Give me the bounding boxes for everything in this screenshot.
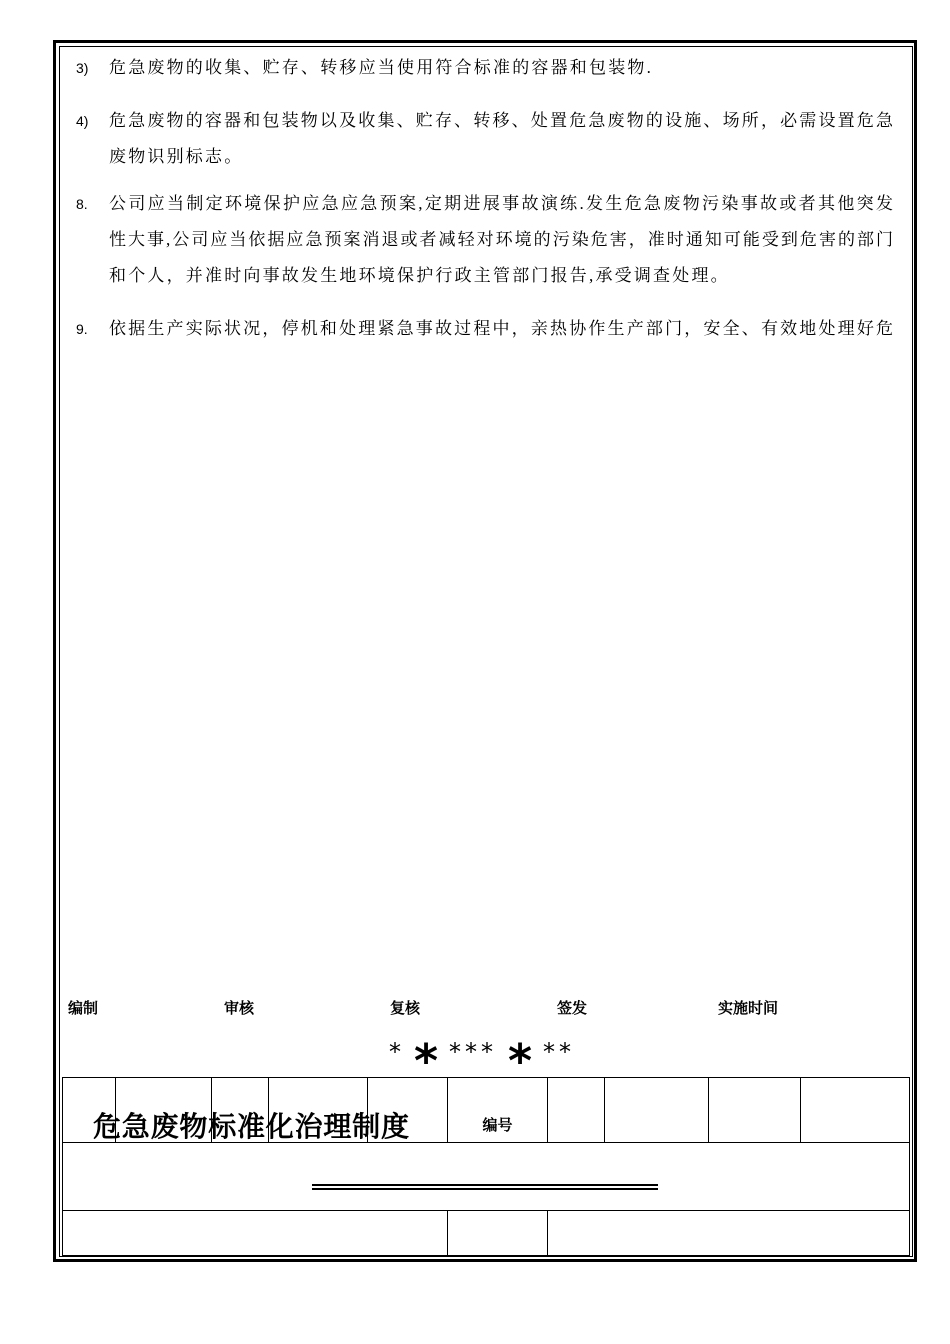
form-cell (801, 1078, 910, 1143)
signature-label-issue: 签发 (557, 999, 588, 1017)
asterisk-placeholder: * (389, 1038, 405, 1066)
signature-label-effective-date: 实施时间 (718, 999, 779, 1017)
text-line: 和个人，并准时向事故发生地环境保护行政主管部门报告,承受调查处理。 (109, 266, 730, 285)
form-header-table (62, 1077, 910, 1256)
form-cell (548, 1211, 910, 1256)
list-item-8 (76, 186, 896, 294)
list-item-4 (76, 103, 896, 175)
list-marker: 4) (76, 113, 89, 129)
text-line: 性大事,公司应当依据应急预案消退或者减轻对环境的污染危害，准时通知可能受到危害的部门 (109, 230, 893, 249)
form-cell (605, 1078, 709, 1143)
list-item-3 (76, 50, 896, 86)
asterisk-placeholder: ** (543, 1038, 575, 1066)
double-underline-rule (312, 1184, 658, 1190)
table-row-blank (63, 1143, 910, 1211)
list-item-9 (76, 311, 896, 347)
signature-label-recheck: 复核 (390, 999, 421, 1017)
text-line: 依据生产实际状况，停机和处理紧急事故过程中，亲热协作生产部门，安全、有效地处理好危 (109, 319, 893, 338)
document-number-label: 编号 (448, 1078, 548, 1143)
list-marker: 8. (76, 196, 88, 212)
text-line: 危急废物的容器和包装物以及收集、贮存、转移、处置危急废物的设施、场所，必需设置危急 (109, 111, 893, 130)
list-marker: 3) (76, 60, 89, 76)
table-row-bottom (63, 1211, 910, 1256)
form-cell (709, 1078, 801, 1143)
asterisk-placeholder-large: * (414, 1034, 439, 1088)
text-line: 公司应当制定环境保护应急应急预案,定期进展事故演练.发生危急废物污染事故或者其他突发 (109, 194, 893, 213)
signature-label-review: 审核 (224, 999, 255, 1017)
form-cell-wide (63, 1143, 910, 1211)
asterisk-placeholder-large: * (508, 1034, 533, 1088)
text-line: 危急废物的收集、贮存、转移应当使用符合标准的容器和包装物. (109, 58, 654, 77)
asterisk-placeholder: *** (449, 1038, 497, 1066)
form-cell (548, 1078, 605, 1143)
form-title: 危急废物标准化治理制度 (93, 1112, 410, 1143)
list-marker: 9. (76, 321, 88, 337)
signature-label-compile: 编制 (68, 999, 99, 1017)
form-cell (63, 1211, 448, 1256)
text-line: 废物识别标志。 (109, 147, 244, 166)
form-cell (448, 1211, 548, 1256)
